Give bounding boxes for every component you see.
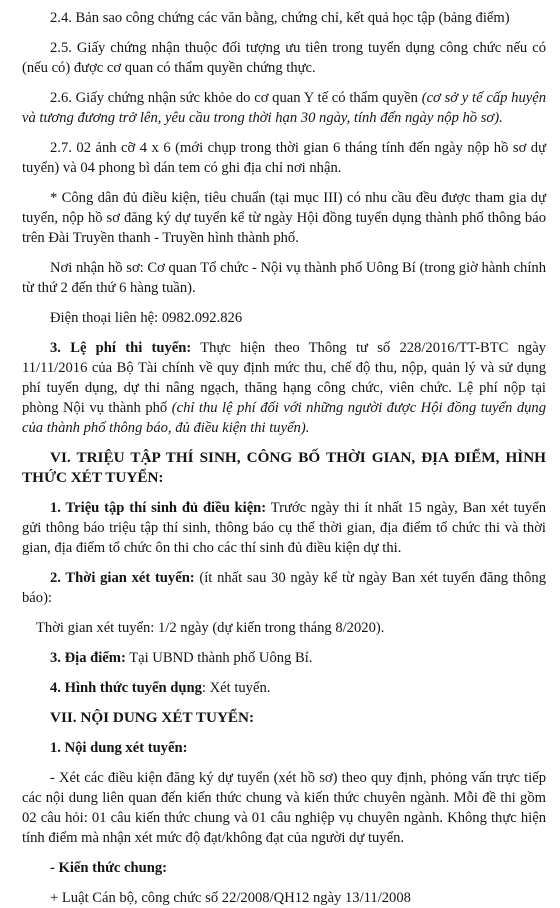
item-2-6-italic: (cơ sở y tế cấp huyện và tương đương trở lên, yêu cầu trong thời hạn 30 ngày, tính đến ngày nộp hồ sơ).	[22, 90, 547, 126]
section-6-2-label: 2. Thời gian xét tuyển:	[50, 570, 195, 586]
item-2-7: 2.7. 02 ảnh cỡ 4 x 6 (mới chụp trong thời gian 6 tháng tính đến ngày nộp hồ sơ dự tuyển) và 04 phong bì dán tem có ghi địa chỉ nơi nhận.	[22, 140, 546, 176]
section-6-4	[22, 678, 546, 698]
section-7-1-text: - Xét các điều kiện đăng ký dự tuyển (xét hồ sơ) theo quy định, phỏng vấn trực tiếp các nội dung liên quan đến kiến thức chung và kiến thức chuyên ngành. Mỗi đề thi gồm 02 câu hỏi: 01 câu kiến thức chung và 01 câu nghiệp vụ chuyên ngành. Không thực hiện tính điểm mà nhận xét mức độ đạt/không đạt của người dự tuyển.	[22, 770, 546, 846]
note-paragraph: * Công dân đủ điều kiện, tiêu chuẩn (tại mục III) có nhu cầu đều được tham gia dự tuyển, nộp hồ sơ đăng ký dự tuyển kể từ ngày Hội đồng tuyển dụng thành phố thông báo trên Đài Truyền thanh - Truyền hình thành phố.	[22, 190, 546, 246]
section-6-3-text: Tại UBND thành phố Uông Bí.	[125, 650, 313, 666]
section-6-4-text: : Xét tuyển.	[201, 680, 271, 696]
section-6-3	[22, 648, 546, 668]
receive-address: Nơi nhận hồ sơ: Cơ quan Tổ chức - Nội vụ thành phố Uông Bí (trong giờ hành chính từ thứ 2 đến thứ 6 hàng tuần).	[22, 260, 546, 296]
section-6-3-label: 3. Địa điểm:	[50, 650, 126, 666]
section-6-2-detail: Thời gian xét tuyển: 1/2 ngày (dự kiến trong tháng 8/2020).	[36, 620, 385, 636]
section-7-1-label: 1. Nội dung xét tuyển:	[50, 740, 188, 756]
fee-text: Thực hiện theo Thông tư số 228/2016/TT-BTC ngày 11/11/2016 của Bộ Tài chính về quy định mức thu, chế độ thu, nộp, quản lý và sử dụng phí tuyển dụng, dự thi nâng ngạch, thăng hạng công chức, viên chức. Lệ phí nộp tại phòng Nội vụ thành phố	[22, 340, 546, 416]
section-6-1-label: 1. Triệu tập thí sinh đủ điều kiện:	[50, 500, 267, 516]
item-2-6	[22, 88, 546, 128]
section-6-2-text: (ít nhất sau 30 ngày kể từ ngày Ban xét tuyển đăng thông báo):	[22, 570, 546, 606]
section-6-1	[22, 498, 546, 558]
item-2-4: 2.4. Bản sao công chứng các văn bằng, chứng chỉ, kết quả học tập (bảng điểm)	[50, 10, 510, 26]
section-6-heading: VI. TRIỆU TẬP THÍ SINH, CÔNG BỐ THỜI GIAN, ĐỊA ĐIỂM, HÌNH THỨC XÉT TUYỂN:	[22, 449, 546, 486]
general-knowledge-label: - Kiến thức chung:	[50, 860, 167, 876]
item-2-5: 2.5. Giấy chứng nhận thuộc đối tượng ưu tiên trong tuyển dụng công chức nếu có (nếu có) được cơ quan có thẩm quyền chứng thực.	[22, 40, 546, 76]
section-6-1-text: Trước ngày thi ít nhất 15 ngày, Ban xét tuyển gửi thông báo triệu tập thí sinh, thông báo cụ thể thời gian, địa điểm tổ chức thi và thời gian, địa điểm tổ chức ôn thi cho các thí sinh đủ điều kiện dự thi.	[22, 500, 546, 556]
fee-italic: (chỉ thu lệ phí đối với những người được Hội đồng tuyển dụng của thành phố thông báo, đủ điều kiện thi tuyển).	[22, 400, 547, 436]
section-7-heading: VII. NỘI DUNG XÉT TUYỂN:	[50, 709, 255, 726]
item-2-6-text: 2.6. Giấy chứng nhận sức khỏe do cơ quan Y tế có thẩm quyền	[50, 90, 422, 106]
law-item: + Luật Cán bộ, công chức số 22/2008/QH12 ngày 13/11/2008	[50, 890, 411, 906]
fee-label: 3. Lệ phí thi tuyển:	[50, 340, 192, 356]
fee-paragraph	[22, 338, 546, 438]
section-6-2	[22, 568, 546, 608]
contact-phone: Điện thoại liên hệ: 0982.092.826	[50, 310, 243, 326]
section-6-4-label: 4. Hình thức tuyển dụng	[50, 680, 202, 696]
